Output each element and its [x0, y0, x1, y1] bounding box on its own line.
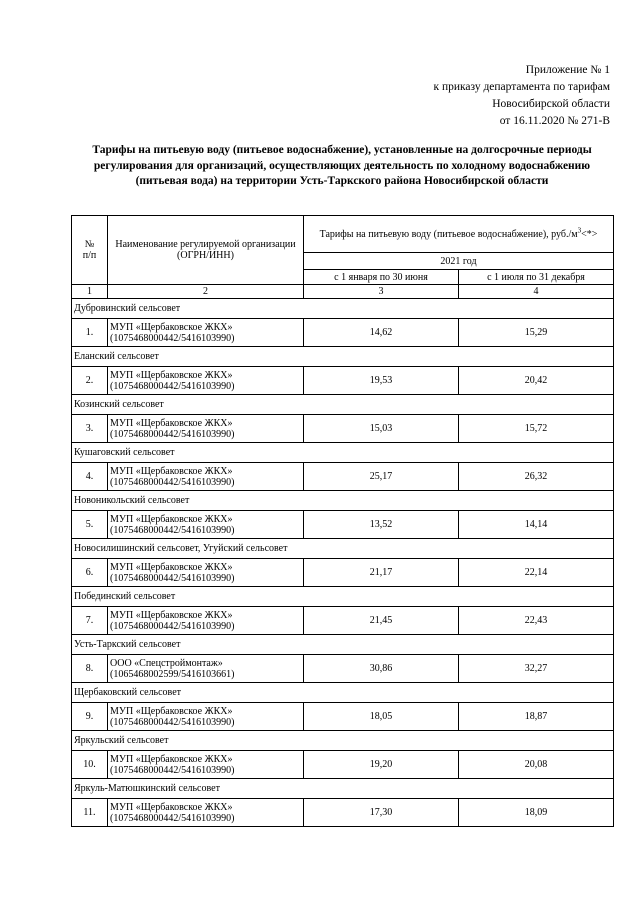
- table-row: [72, 799, 614, 827]
- row-number: 2.: [72, 367, 108, 395]
- organization-ids: (1075468000442/5416103990): [110, 812, 235, 824]
- section-row: [72, 299, 614, 319]
- tariff-h1: 13,52: [304, 511, 459, 539]
- organization-cell: [108, 799, 304, 827]
- header-year: 2021 год: [304, 253, 614, 270]
- tariff-h1: 15,03: [304, 415, 459, 443]
- section-name: Побединский сельсовет: [72, 587, 614, 607]
- header-tariffs: Тарифы на питьевую воду (питьевое водоснабжение), $руб./м^3<*>$: [304, 216, 614, 253]
- section-row: [72, 539, 614, 559]
- organization-cell: [108, 511, 304, 539]
- organization-cell: [108, 415, 304, 443]
- organization-cell: [108, 607, 304, 635]
- organization-ids: (1075468000442/5416103990): [110, 620, 235, 632]
- organization-ids: (1075468000442/5416103990): [110, 524, 235, 536]
- section-name: Новоникольский сельсовет: [72, 491, 614, 511]
- organization-ids: (1075468000442/5416103990): [110, 380, 235, 392]
- section-name: Яркуль-Матюшкинский сельсовет: [72, 779, 614, 799]
- index-cell: 3: [304, 285, 459, 299]
- tariff-h1: 17,30: [304, 799, 459, 827]
- appendix-line-3: Новосибирской области: [492, 98, 610, 110]
- section-name: Дубровинский сельсовет: [72, 299, 614, 319]
- row-number: 6.: [72, 559, 108, 587]
- tariff-h1: 18,05: [304, 703, 459, 731]
- table-row: [72, 655, 614, 683]
- section-row: [72, 779, 614, 799]
- row-number: 4.: [72, 463, 108, 491]
- row-number: 3.: [72, 415, 108, 443]
- row-number: 9.: [72, 703, 108, 731]
- organization-ids: (1075468000442/5416103990): [110, 764, 235, 776]
- tariff-h2: 15,29: [459, 319, 614, 347]
- organization-ids: (1075468000442/5416103990): [110, 572, 235, 584]
- section-name: Еланский сельсовет: [72, 347, 614, 367]
- section-row: [72, 491, 614, 511]
- tariff-h2: 18,87: [459, 703, 614, 731]
- document-title: Тарифы на питьевую воду (питьевое водоснабжение), установленные на долгосрочные периоды регулирования для организаций, осуществляющих деятельность по холодному водоснабжению (питьевая вода) на территории Усть-Таркского района Новосибирской области: [92, 144, 592, 187]
- row-number: 7.: [72, 607, 108, 635]
- table-row: [72, 511, 614, 539]
- organization-name: МУП «Щербаковское ЖКХ»: [110, 753, 233, 765]
- section-name: Новосилишинский сельсовет, Угуйский сельсовет: [72, 539, 614, 559]
- section-name: Яркульский сельсовет: [72, 731, 614, 751]
- organization-name: МУП «Щербаковское ЖКХ»: [110, 801, 233, 813]
- section-row: [72, 635, 614, 655]
- row-number: 8.: [72, 655, 108, 683]
- organization-cell: [108, 559, 304, 587]
- tariff-h2: 26,32: [459, 463, 614, 491]
- table-row: [72, 319, 614, 347]
- table-row: [72, 367, 614, 395]
- section-row: [72, 587, 614, 607]
- tariff-h1: 25,17: [304, 463, 459, 491]
- tariff-h2: 22,43: [459, 607, 614, 635]
- tariff-h1: 21,45: [304, 607, 459, 635]
- section-row: [72, 683, 614, 703]
- tariff-h1: 19,20: [304, 751, 459, 779]
- appendix-line-2: к приказу департамента по тарифам: [433, 81, 610, 93]
- row-number: 5.: [72, 511, 108, 539]
- section-name: Щербаковский сельсовет: [72, 683, 614, 703]
- index-cell: 4: [459, 285, 614, 299]
- organization-cell: [108, 751, 304, 779]
- header-period-2: с 1 июля по 31 декабря: [459, 270, 614, 285]
- row-number: 10.: [72, 751, 108, 779]
- organization-ids: (1075468000442/5416103990): [110, 716, 235, 728]
- table-row: [72, 751, 614, 779]
- organization-ids: (1075468000442/5416103990): [110, 428, 235, 440]
- organization-ids: (1075468000442/5416103990): [110, 332, 235, 344]
- table-row: [72, 415, 614, 443]
- organization-name: МУП «Щербаковское ЖКХ»: [110, 561, 233, 573]
- organization-name: МУП «Щербаковское ЖКХ»: [110, 369, 233, 381]
- appendix-line-1: Приложение № 1: [525, 64, 610, 76]
- tariff-h2: 32,27: [459, 655, 614, 683]
- organization-cell: [108, 655, 304, 683]
- index-row: [72, 285, 614, 299]
- organization-ids: (1075468000442/5416103990): [110, 476, 235, 488]
- tariff-table: [71, 215, 614, 827]
- section-row: [72, 443, 614, 463]
- index-cell: 2: [108, 285, 304, 299]
- section-name: Кушаговский сельсовет: [72, 443, 614, 463]
- organization-name: МУП «Щербаковское ЖКХ»: [110, 417, 233, 429]
- tariff-h2: 14,14: [459, 511, 614, 539]
- organization-name: МУП «Щербаковское ЖКХ»: [110, 705, 233, 717]
- table-row: [72, 703, 614, 731]
- tariff-h1: 14,62: [304, 319, 459, 347]
- organization-name: ООО «Спецстроймонтаж»: [110, 657, 223, 669]
- appendix-line-4: от 16.11.2020 № 271-В: [499, 115, 610, 127]
- section-name: Козинский сельсовет: [72, 395, 614, 415]
- tariff-h2: 22,14: [459, 559, 614, 587]
- section-row: [72, 395, 614, 415]
- organization-ids: (1065468002599/5416103661): [110, 668, 235, 680]
- organization-name: МУП «Щербаковское ЖКХ»: [110, 513, 233, 525]
- row-number: 1.: [72, 319, 108, 347]
- table-row: [72, 607, 614, 635]
- tariff-h1: 19,53: [304, 367, 459, 395]
- organization-name: МУП «Щербаковское ЖКХ»: [110, 609, 233, 621]
- table-row: [72, 559, 614, 587]
- appendix-header: [433, 62, 610, 130]
- tariff-h2: 18,09: [459, 799, 614, 827]
- tariff-h1: 30,86: [304, 655, 459, 683]
- organization-name: МУП «Щербаковское ЖКХ»: [110, 465, 233, 477]
- row-number: 11.: [72, 799, 108, 827]
- header-number: № п/п: [72, 216, 108, 285]
- organization-cell: [108, 463, 304, 491]
- table-row: [72, 463, 614, 491]
- tariff-h2: 15,72: [459, 415, 614, 443]
- organization-cell: [108, 319, 304, 347]
- organization-name: МУП «Щербаковское ЖКХ»: [110, 321, 233, 333]
- header-organization: Наименование регулируемой организации (ОГРН/ИНН): [108, 216, 304, 285]
- section-row: [72, 347, 614, 367]
- section-name: Усть-Таркский сельсовет: [72, 635, 614, 655]
- tariff-h2: 20,42: [459, 367, 614, 395]
- organization-cell: [108, 703, 304, 731]
- header-period-1: с 1 января по 30 июня: [304, 270, 459, 285]
- tariff-h1: 21,17: [304, 559, 459, 587]
- index-cell: 1: [72, 285, 108, 299]
- tariff-h2: 20,08: [459, 751, 614, 779]
- organization-cell: [108, 367, 304, 395]
- section-row: [72, 731, 614, 751]
